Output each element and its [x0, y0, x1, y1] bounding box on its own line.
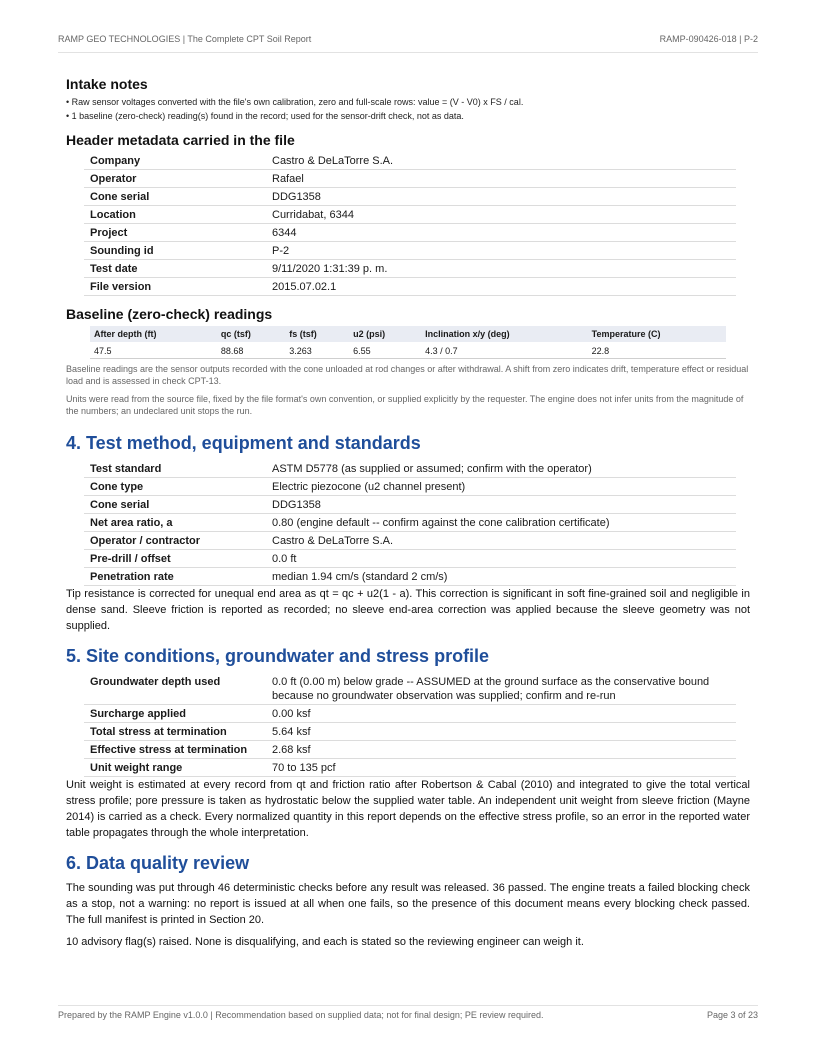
site-value: 2.68 ksf: [266, 741, 736, 759]
method-value: 0.0 ft: [266, 550, 736, 568]
intake-title: Intake notes: [66, 76, 148, 92]
section-6-title: 6. Data quality review: [66, 853, 250, 873]
table-row: [84, 568, 736, 586]
section-5-title: 5. Site conditions, groundwater and stress profile: [66, 646, 490, 666]
metadata-key: Project: [84, 224, 266, 242]
table-row: [84, 532, 736, 550]
table-row: [84, 478, 736, 496]
intake-line: • Raw sensor voltages converted with the file's own calibration, zero and full-scale rows: value = (V - V0) x FS / cal.: [66, 97, 524, 107]
method-key: Pre-drill / offset: [84, 550, 266, 568]
site-key: Effective stress at termination: [84, 741, 266, 759]
site-value: 5.64 ksf: [266, 723, 736, 741]
table-cell: 22.8: [588, 342, 726, 359]
method-key: Cone type: [84, 478, 266, 496]
metadata-table: [84, 152, 736, 296]
site-paragraph: Unit weight is estimated at every record from qt and friction ratio after Robertson & Cabal (2010) and integrated to give the total vertical stress profile; pore pressure is taken as hydrostatic below the supplied water table. An independent unit weight from sleeve friction (Mayne 2014) is carried as a check. Every normalized quantity in this report depends on the effective stress profile, so an error in the reported water table propagates through the whole interpretation.: [66, 779, 750, 839]
site-value: 0.00 ksf: [266, 705, 736, 723]
table-row: [84, 460, 736, 478]
method-key: Cone serial: [84, 496, 266, 514]
method-value: Castro & DeLaTorre S.A.: [266, 532, 736, 550]
table-row: [84, 496, 736, 514]
column-header: Inclination x/y (deg): [421, 326, 588, 342]
table-cell: 6.55: [349, 342, 421, 359]
table-cell: 4.3 / 0.7: [421, 342, 588, 359]
page-content: [66, 76, 750, 950]
table-row: [84, 278, 736, 296]
intake-line: • 1 baseline (zero-check) reading(s) found in the record; used for the sensor-drift check, not as data.: [66, 111, 464, 121]
method-key: Test standard: [84, 460, 266, 478]
units-note: Units were read from the source file, fixed by the file format's own convention, or supplied explicitly by the requester. The engine does not infer units from the magnitude of the numbers; an undeclared unit stops the run.: [66, 394, 744, 416]
column-header: Temperature (C): [588, 326, 726, 342]
metadata-key: Operator: [84, 170, 266, 188]
running-header: [58, 34, 758, 53]
metadata-value: Rafael: [266, 170, 736, 188]
metadata-key: Cone serial: [84, 188, 266, 206]
method-key: Operator / contractor: [84, 532, 266, 550]
footer-left: Prepared by the RAMP Engine v1.0.0 | Recommendation based on supplied data; not for final design; PE review required.: [58, 1010, 544, 1020]
metadata-key: Location: [84, 206, 266, 224]
metadata-value: P-2: [266, 242, 736, 260]
table-row: [84, 759, 736, 777]
method-paragraph: Tip resistance is corrected for unequal end area as qt = qc + u2(1 - a). This correction is significant in soft fine-grained soil and negligible in dense sand. Sleeve friction is reported as recorded; no sleeve end-area correction was applied because the sleeve geometry was not supplied.: [66, 588, 750, 632]
method-value: DDG1358: [266, 496, 736, 514]
table-row: [84, 705, 736, 723]
table-row: [84, 188, 736, 206]
table-row: [84, 550, 736, 568]
page-number: Page 3 of 23: [706, 1010, 758, 1020]
table-row: [90, 342, 726, 359]
quality-paragraph: The sounding was put through 46 deterministic checks before any result was released. 36 passed. The engine treats a failed blocking check as a stop, not a warning: no report is issued at all when one fails, so the presence of this document means every blocking check passed. The full manifest is printed in Section 20.: [66, 882, 750, 926]
table-row: [84, 514, 736, 532]
table-row: [84, 723, 736, 741]
method-value: 0.80 (engine default -- confirm against the cone calibration certificate): [266, 514, 736, 532]
metadata-value: DDG1358: [266, 188, 736, 206]
metadata-value: 9/11/2020 1:31:39 p. m.: [266, 260, 736, 278]
table-row: [84, 260, 736, 278]
method-value: ASTM D5778 (as supplied or assumed; confirm with the operator): [266, 460, 736, 478]
metadata-key: File version: [84, 278, 266, 296]
method-table: [84, 460, 736, 586]
section-4-title: 4. Test method, equipment and standards: [66, 433, 421, 453]
metadata-key: Company: [84, 152, 266, 170]
metadata-title: Header metadata carried in the file: [66, 132, 295, 148]
site-key: Groundwater depth used: [84, 673, 266, 705]
table-row: [84, 741, 736, 759]
metadata-key: Sounding id: [84, 242, 266, 260]
column-header: u2 (psi): [349, 326, 421, 342]
site-key: Total stress at termination: [84, 723, 266, 741]
table-row: [84, 224, 736, 242]
metadata-value: 6344: [266, 224, 736, 242]
method-value: Electric piezocone (u2 channel present): [266, 478, 736, 496]
baseline-title: Baseline (zero-check) readings: [66, 306, 273, 322]
header-left: RAMP GEO TECHNOLOGIES | The Complete CPT Soil Report: [58, 34, 312, 44]
baseline-note: Baseline readings are the sensor outputs recorded with the cone unloaded at rod changes or after withdrawal. A shift from zero indicates drift, temperature effect or residual load and is assessed in check CPT-13.: [66, 364, 749, 386]
method-key: Net area ratio, a: [84, 514, 266, 532]
table-row: [84, 242, 736, 260]
table-row: [84, 206, 736, 224]
column-header: fs (tsf): [285, 326, 349, 342]
table-cell: 47.5: [90, 342, 217, 359]
table-row: [84, 170, 736, 188]
method-key: Penetration rate: [84, 568, 266, 586]
table-row: [84, 152, 736, 170]
metadata-value: 2015.07.02.1: [266, 278, 736, 296]
metadata-value: Castro & DeLaTorre S.A.: [266, 152, 736, 170]
metadata-value: Curridabat, 6344: [266, 206, 736, 224]
advisory-paragraph: 10 advisory flag(s) raised. None is disqualifying, and each is stated so the reviewing engineer can weigh it.: [66, 936, 584, 948]
table-cell: 3.263: [285, 342, 349, 359]
metadata-key: Test date: [84, 260, 266, 278]
baseline-table: [90, 326, 726, 359]
site-key: Surcharge applied: [84, 705, 266, 723]
site-table: [84, 673, 736, 777]
table-row: [84, 673, 736, 705]
site-key: Unit weight range: [84, 759, 266, 777]
header-right: RAMP-090426-018 | P-2: [659, 34, 758, 44]
running-footer: [58, 1005, 758, 1024]
site-value: 70 to 135 pcf: [266, 759, 736, 777]
site-value: 0.0 ft (0.00 m) below grade -- ASSUMED at the ground surface as the conservative bound because no groundwater observation was supplied; confirm and re-run: [266, 673, 736, 705]
table-cell: 88.68: [217, 342, 285, 359]
column-header: qc (tsf): [217, 326, 285, 342]
table-header-row: [90, 326, 726, 342]
column-header: After depth (ft): [90, 326, 217, 342]
method-value: median 1.94 cm/s (standard 2 cm/s): [266, 568, 736, 586]
